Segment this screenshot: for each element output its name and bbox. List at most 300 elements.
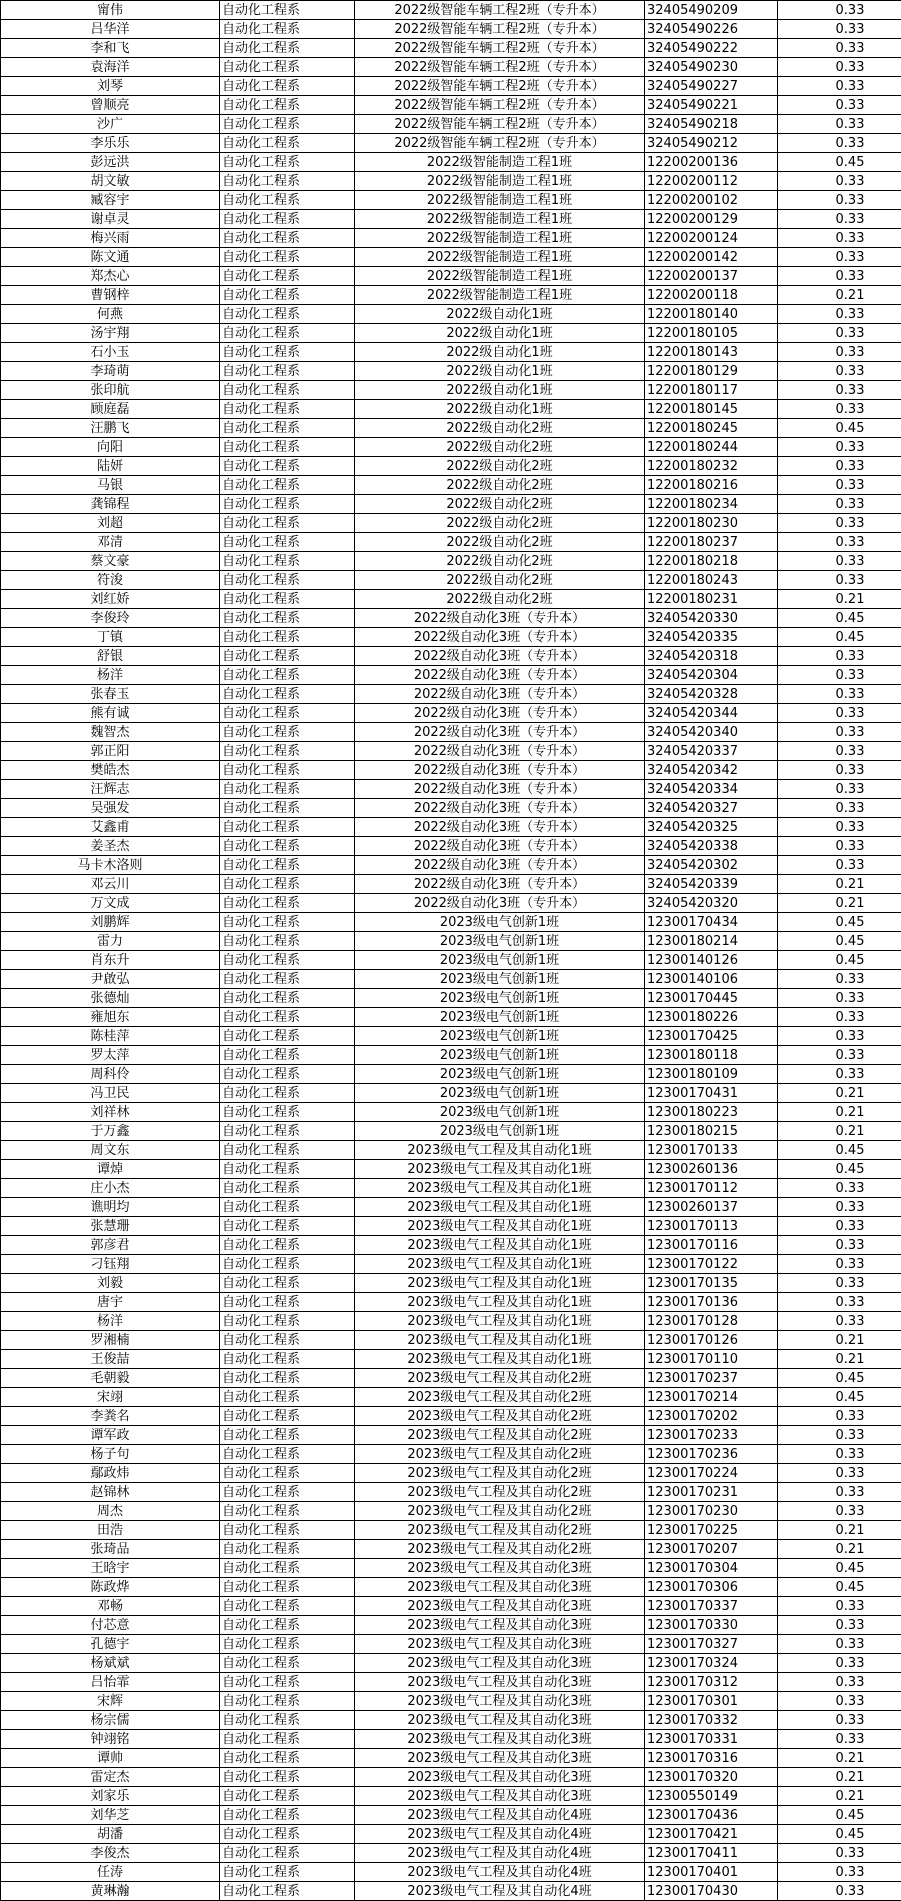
department-cell: 自动化工程系 (220, 1255, 355, 1274)
score-cell: 0.21 (778, 875, 901, 894)
department-cell: 自动化工程系 (220, 1635, 355, 1654)
student-id-cell: 12300170306 (645, 1578, 778, 1597)
student-id-cell: 12200200102 (645, 191, 778, 210)
class-cell: 2023级电气工程及其自动化3班 (355, 1692, 645, 1711)
score-cell: 0.33 (778, 1597, 901, 1616)
student-id-cell: 12200180244 (645, 438, 778, 457)
department-cell: 自动化工程系 (220, 1502, 355, 1521)
score-cell: 0.45 (778, 1806, 901, 1825)
student-name-cell: 臧容宇 (1, 191, 220, 210)
class-cell: 2023级电气创新1班 (355, 970, 645, 989)
student-id-cell: 12300170337 (645, 1597, 778, 1616)
class-cell: 2023级电气工程及其自动化4班 (355, 1844, 645, 1863)
table-row (1, 647, 901, 666)
student-name-cell: 符浚 (1, 571, 220, 590)
department-cell: 自动化工程系 (220, 1160, 355, 1179)
department-cell: 自动化工程系 (220, 1711, 355, 1730)
student-id-cell: 12200180105 (645, 324, 778, 343)
score-cell: 0.33 (778, 1179, 901, 1198)
department-cell: 自动化工程系 (220, 723, 355, 742)
table-row (1, 1768, 901, 1787)
table-row (1, 77, 901, 96)
table-row (1, 1464, 901, 1483)
department-cell: 自动化工程系 (220, 1673, 355, 1692)
student-name-cell: 钟翊铭 (1, 1730, 220, 1749)
department-cell: 自动化工程系 (220, 704, 355, 723)
score-cell: 0.33 (778, 1255, 901, 1274)
student-name-cell: 李和飞 (1, 39, 220, 58)
student-name-cell: 肖东升 (1, 951, 220, 970)
score-cell: 0.33 (778, 1654, 901, 1673)
class-cell: 2022级智能车辆工程2班（专升本） (355, 20, 645, 39)
student-name-cell: 梅兴雨 (1, 229, 220, 248)
department-cell: 自动化工程系 (220, 1046, 355, 1065)
student-name-cell: 周杰 (1, 1502, 220, 1521)
score-cell: 0.33 (778, 210, 901, 229)
student-name-cell: 丁镇 (1, 628, 220, 647)
score-cell: 0.33 (778, 1217, 901, 1236)
department-cell: 自动化工程系 (220, 666, 355, 685)
student-name-cell: 李俊杰 (1, 1844, 220, 1863)
student-id-cell: 12300170122 (645, 1255, 778, 1274)
table-row (1, 267, 901, 286)
score-cell: 0.33 (778, 1502, 901, 1521)
student-name-cell: 黄琳瀚 (1, 1882, 220, 1901)
score-cell: 0.21 (778, 1749, 901, 1768)
student-name-cell: 顾庭磊 (1, 400, 220, 419)
table-row (1, 1369, 901, 1388)
class-cell: 2022级智能车辆工程2班（专升本） (355, 77, 645, 96)
student-name-cell: 鄢政炜 (1, 1464, 220, 1483)
student-id-cell: 32405420342 (645, 761, 778, 780)
table-row (1, 191, 901, 210)
student-name-cell: 沙广 (1, 115, 220, 134)
table-row (1, 913, 901, 932)
student-name-cell: 曾顺亮 (1, 96, 220, 115)
student-id-cell: 12200200112 (645, 172, 778, 191)
department-cell: 自动化工程系 (220, 96, 355, 115)
class-cell: 2022级自动化1班 (355, 362, 645, 381)
student-id-cell: 12300170230 (645, 1502, 778, 1521)
student-name-cell: 刘家乐 (1, 1787, 220, 1806)
table-row (1, 457, 901, 476)
table-row (1, 875, 901, 894)
table-row (1, 1426, 901, 1445)
department-cell: 自动化工程系 (220, 1293, 355, 1312)
student-id-cell: 12200200124 (645, 229, 778, 248)
table-row (1, 115, 901, 134)
department-cell: 自动化工程系 (220, 685, 355, 704)
score-cell: 0.33 (778, 1236, 901, 1255)
department-cell: 自动化工程系 (220, 191, 355, 210)
student-id-cell: 32405490230 (645, 58, 778, 77)
score-cell: 0.33 (778, 1692, 901, 1711)
score-cell: 0.33 (778, 1616, 901, 1635)
student-id-cell: 32405420337 (645, 742, 778, 761)
class-cell: 2023级电气工程及其自动化2班 (355, 1521, 645, 1540)
student-name-cell: 孔德宇 (1, 1635, 220, 1654)
table-row (1, 1141, 901, 1160)
class-cell: 2022级自动化2班 (355, 590, 645, 609)
department-cell: 自动化工程系 (220, 1882, 355, 1901)
department-cell: 自动化工程系 (220, 1464, 355, 1483)
department-cell: 自动化工程系 (220, 533, 355, 552)
department-cell: 自动化工程系 (220, 267, 355, 286)
class-cell: 2022级自动化3班（专升本） (355, 856, 645, 875)
score-cell: 0.33 (778, 343, 901, 362)
student-id-cell: 12300180109 (645, 1065, 778, 1084)
score-cell: 0.33 (778, 856, 901, 875)
student-name-cell: 罗太萍 (1, 1046, 220, 1065)
department-cell: 自动化工程系 (220, 1730, 355, 1749)
table-row (1, 1616, 901, 1635)
class-cell: 2023级电气工程及其自动化2班 (355, 1388, 645, 1407)
department-cell: 自动化工程系 (220, 818, 355, 837)
student-name-cell: 李俊玲 (1, 609, 220, 628)
class-cell: 2023级电气工程及其自动化2班 (355, 1464, 645, 1483)
department-cell: 自动化工程系 (220, 1198, 355, 1217)
class-cell: 2023级电气工程及其自动化2班 (355, 1426, 645, 1445)
department-cell: 自动化工程系 (220, 134, 355, 153)
score-cell: 0.33 (778, 533, 901, 552)
table-row (1, 1274, 901, 1293)
table-row (1, 1236, 901, 1255)
student-id-cell: 32405420335 (645, 628, 778, 647)
student-name-cell: 刘鹏辉 (1, 913, 220, 932)
student-name-cell: 龚锦程 (1, 495, 220, 514)
department-cell: 自动化工程系 (220, 1407, 355, 1426)
score-cell: 0.33 (778, 20, 901, 39)
student-name-cell: 邓畅 (1, 1597, 220, 1616)
student-name-cell: 吕华洋 (1, 20, 220, 39)
department-cell: 自动化工程系 (220, 1863, 355, 1882)
table-row (1, 286, 901, 305)
department-cell: 自动化工程系 (220, 1179, 355, 1198)
student-name-cell: 雍旭东 (1, 1008, 220, 1027)
student-id-cell: 12200180245 (645, 419, 778, 438)
score-cell: 0.33 (778, 1673, 901, 1692)
table-row (1, 894, 901, 913)
table-row (1, 1046, 901, 1065)
department-cell: 自动化工程系 (220, 20, 355, 39)
class-cell: 2022级自动化2班 (355, 476, 645, 495)
class-cell: 2023级电气工程及其自动化3班 (355, 1673, 645, 1692)
student-id-cell: 32405420325 (645, 818, 778, 837)
class-cell: 2022级智能制造工程1班 (355, 248, 645, 267)
student-name-cell: 宋翊 (1, 1388, 220, 1407)
class-cell: 2022级自动化1班 (355, 400, 645, 419)
class-cell: 2023级电气工程及其自动化2班 (355, 1483, 645, 1502)
student-id-cell: 12300180118 (645, 1046, 778, 1065)
score-cell: 0.45 (778, 1388, 901, 1407)
table-row (1, 799, 901, 818)
student-id-cell: 32405420302 (645, 856, 778, 875)
table-row (1, 343, 901, 362)
table-row (1, 552, 901, 571)
department-cell: 自动化工程系 (220, 58, 355, 77)
student-id-cell: 12300170133 (645, 1141, 778, 1160)
department-cell: 自动化工程系 (220, 1065, 355, 1084)
table-row (1, 39, 901, 58)
department-cell: 自动化工程系 (220, 1692, 355, 1711)
student-id-cell: 32405420304 (645, 666, 778, 685)
score-cell: 0.33 (778, 172, 901, 191)
department-cell: 自动化工程系 (220, 172, 355, 191)
table-row (1, 1388, 901, 1407)
class-cell: 2022级自动化2班 (355, 495, 645, 514)
score-cell: 0.21 (778, 1103, 901, 1122)
score-cell: 0.21 (778, 590, 901, 609)
student-name-cell: 刘超 (1, 514, 220, 533)
class-cell: 2023级电气创新1班 (355, 1084, 645, 1103)
student-id-cell: 12300180226 (645, 1008, 778, 1027)
score-cell: 0.33 (778, 1635, 901, 1654)
table-row (1, 210, 901, 229)
student-name-cell: 万文成 (1, 894, 220, 913)
class-cell: 2023级电气创新1班 (355, 1065, 645, 1084)
department-cell: 自动化工程系 (220, 1236, 355, 1255)
score-cell: 0.45 (778, 1160, 901, 1179)
student-id-cell: 32405420330 (645, 609, 778, 628)
score-cell: 0.33 (778, 514, 901, 533)
student-name-cell: 汪鹏飞 (1, 419, 220, 438)
student-id-cell: 12300180215 (645, 1122, 778, 1141)
class-cell: 2022级智能车辆工程2班（专升本） (355, 115, 645, 134)
class-cell: 2022级自动化3班（专升本） (355, 837, 645, 856)
table-row (1, 476, 901, 495)
table-row (1, 1084, 901, 1103)
student-id-cell: 12300170135 (645, 1274, 778, 1293)
student-id-cell: 12300170224 (645, 1464, 778, 1483)
department-cell: 自动化工程系 (220, 476, 355, 495)
class-cell: 2023级电气工程及其自动化4班 (355, 1806, 645, 1825)
score-cell: 0.45 (778, 1141, 901, 1160)
class-cell: 2022级自动化1班 (355, 381, 645, 400)
department-cell: 自动化工程系 (220, 989, 355, 1008)
department-cell: 自动化工程系 (220, 495, 355, 514)
score-cell: 0.33 (778, 1008, 901, 1027)
student-name-cell: 张德灿 (1, 989, 220, 1008)
student-id-cell: 32405420344 (645, 704, 778, 723)
score-cell: 0.33 (778, 77, 901, 96)
student-name-cell: 樊皓杰 (1, 761, 220, 780)
department-cell: 自动化工程系 (220, 951, 355, 970)
student-id-cell: 12200180216 (645, 476, 778, 495)
table-row (1, 1160, 901, 1179)
score-cell: 0.33 (778, 1882, 901, 1901)
score-cell: 0.45 (778, 1825, 901, 1844)
table-row (1, 590, 901, 609)
class-cell: 2023级电气工程及其自动化1班 (355, 1160, 645, 1179)
student-name-cell: 谢卓灵 (1, 210, 220, 229)
score-cell: 0.33 (778, 381, 901, 400)
department-cell: 自动化工程系 (220, 1844, 355, 1863)
student-id-cell: 12300170327 (645, 1635, 778, 1654)
student-id-cell: 12300170207 (645, 1540, 778, 1559)
score-cell: 0.33 (778, 1426, 901, 1445)
score-cell: 0.33 (778, 723, 901, 742)
score-cell: 0.33 (778, 761, 901, 780)
department-cell: 自动化工程系 (220, 1578, 355, 1597)
student-id-cell: 12200180140 (645, 305, 778, 324)
table-row (1, 248, 901, 267)
score-cell: 0.33 (778, 457, 901, 476)
student-name-cell: 郭正阳 (1, 742, 220, 761)
student-name-cell: 邓清 (1, 533, 220, 552)
student-name-cell: 谭军政 (1, 1426, 220, 1445)
student-name-cell: 胡潘 (1, 1825, 220, 1844)
student-id-cell: 12200180234 (645, 495, 778, 514)
department-cell: 自动化工程系 (220, 1597, 355, 1616)
score-cell: 0.21 (778, 894, 901, 913)
class-cell: 2022级自动化1班 (355, 305, 645, 324)
score-cell: 0.45 (778, 628, 901, 647)
student-name-cell: 谭帅 (1, 1749, 220, 1768)
department-cell: 自动化工程系 (220, 1768, 355, 1787)
class-cell: 2022级智能车辆工程2班（专升本） (355, 134, 645, 153)
student-id-cell: 12300170110 (645, 1350, 778, 1369)
student-id-cell: 12300170431 (645, 1084, 778, 1103)
student-id-cell: 12300170233 (645, 1426, 778, 1445)
class-cell: 2022级自动化3班（专升本） (355, 894, 645, 913)
class-cell: 2022级自动化3班（专升本） (355, 666, 645, 685)
score-cell: 0.21 (778, 1331, 901, 1350)
student-name-cell: 陈桂萍 (1, 1027, 220, 1046)
department-cell: 自动化工程系 (220, 609, 355, 628)
table-row (1, 1749, 901, 1768)
table-row (1, 989, 901, 1008)
class-cell: 2022级自动化2班 (355, 552, 645, 571)
department-cell: 自动化工程系 (220, 590, 355, 609)
student-name-cell: 甯伟 (1, 1, 220, 20)
student-id-cell: 12300170434 (645, 913, 778, 932)
score-cell: 0.33 (778, 1065, 901, 1084)
department-cell: 自动化工程系 (220, 400, 355, 419)
table-row (1, 1217, 901, 1236)
score-cell: 0.33 (778, 780, 901, 799)
student-name-cell: 杨洋 (1, 666, 220, 685)
student-name-cell: 雷定杰 (1, 1768, 220, 1787)
class-cell: 2022级自动化2班 (355, 571, 645, 590)
student-name-cell: 魏智杰 (1, 723, 220, 742)
student-id-cell: 12200200118 (645, 286, 778, 305)
student-id-cell: 12300170330 (645, 1616, 778, 1635)
score-cell: 0.33 (778, 1, 901, 20)
class-cell: 2022级自动化3班（专升本） (355, 704, 645, 723)
table-row (1, 666, 901, 685)
student-name-cell: 马银 (1, 476, 220, 495)
student-name-cell: 赵锦林 (1, 1483, 220, 1502)
table-row (1, 1407, 901, 1426)
department-cell: 自动化工程系 (220, 1749, 355, 1768)
class-cell: 2023级电气工程及其自动化2班 (355, 1502, 645, 1521)
score-cell: 0.33 (778, 666, 901, 685)
score-cell: 0.33 (778, 39, 901, 58)
student-name-cell: 陈政烨 (1, 1578, 220, 1597)
department-cell: 自动化工程系 (220, 1350, 355, 1369)
student-id-cell: 12300170436 (645, 1806, 778, 1825)
score-cell: 0.45 (778, 1369, 901, 1388)
class-cell: 2022级自动化3班（专升本） (355, 761, 645, 780)
student-name-cell: 刘琴 (1, 77, 220, 96)
department-cell: 自动化工程系 (220, 457, 355, 476)
score-cell: 0.33 (778, 552, 901, 571)
student-id-cell: 12200180129 (645, 362, 778, 381)
table-row (1, 514, 901, 533)
student-name-cell: 王俊喆 (1, 1350, 220, 1369)
class-cell: 2023级电气工程及其自动化1班 (355, 1198, 645, 1217)
student-id-cell: 12300170425 (645, 1027, 778, 1046)
class-cell: 2022级自动化1班 (355, 324, 645, 343)
table-row (1, 1312, 901, 1331)
student-id-cell: 32405420328 (645, 685, 778, 704)
score-cell: 0.21 (778, 286, 901, 305)
class-cell: 2023级电气创新1班 (355, 1027, 645, 1046)
class-cell: 2023级电气工程及其自动化3班 (355, 1711, 645, 1730)
score-cell: 0.33 (778, 476, 901, 495)
score-cell: 0.45 (778, 1559, 901, 1578)
class-cell: 2022级智能制造工程1班 (355, 153, 645, 172)
score-cell: 0.45 (778, 913, 901, 932)
student-name-cell: 郭彦君 (1, 1236, 220, 1255)
class-cell: 2022级自动化2班 (355, 419, 645, 438)
student-id-cell: 12300170332 (645, 1711, 778, 1730)
department-cell: 自动化工程系 (220, 970, 355, 989)
student-name-cell: 汤宇翔 (1, 324, 220, 343)
student-name-cell: 刘毅 (1, 1274, 220, 1293)
student-id-cell: 12300170304 (645, 1559, 778, 1578)
student-name-cell: 吴强发 (1, 799, 220, 818)
table-row (1, 1255, 901, 1274)
table-row (1, 1502, 901, 1521)
table-row (1, 1654, 901, 1673)
class-cell: 2022级智能制造工程1班 (355, 286, 645, 305)
score-cell: 0.45 (778, 153, 901, 172)
table-row (1, 1483, 901, 1502)
department-cell: 自动化工程系 (220, 913, 355, 932)
score-cell: 0.33 (778, 1844, 901, 1863)
department-cell: 自动化工程系 (220, 77, 355, 96)
student-name-cell: 刘华芝 (1, 1806, 220, 1825)
table-row (1, 1787, 901, 1806)
student-name-cell: 冯卫民 (1, 1084, 220, 1103)
table-row (1, 723, 901, 742)
class-cell: 2023级电气工程及其自动化3班 (355, 1635, 645, 1654)
table-row (1, 951, 901, 970)
student-id-cell: 12300260137 (645, 1198, 778, 1217)
score-cell: 0.33 (778, 1293, 901, 1312)
class-cell: 2022级智能车辆工程2班（专升本） (355, 1, 645, 20)
table-row (1, 96, 901, 115)
table-row (1, 818, 901, 837)
score-cell: 0.33 (778, 1274, 901, 1293)
department-cell: 自动化工程系 (220, 571, 355, 590)
student-id-cell: 12300170225 (645, 1521, 778, 1540)
student-name-cell: 邓云川 (1, 875, 220, 894)
student-name-cell: 张慧珊 (1, 1217, 220, 1236)
department-cell: 自动化工程系 (220, 1274, 355, 1293)
student-name-cell: 张琦品 (1, 1540, 220, 1559)
table-row (1, 324, 901, 343)
department-cell: 自动化工程系 (220, 1122, 355, 1141)
score-cell: 0.45 (778, 1578, 901, 1597)
class-cell: 2023级电气工程及其自动化1班 (355, 1293, 645, 1312)
department-cell: 自动化工程系 (220, 1, 355, 20)
student-name-cell: 何燕 (1, 305, 220, 324)
student-id-cell: 12200180232 (645, 457, 778, 476)
score-cell: 0.33 (778, 1027, 901, 1046)
student-name-cell: 庄小杰 (1, 1179, 220, 1198)
